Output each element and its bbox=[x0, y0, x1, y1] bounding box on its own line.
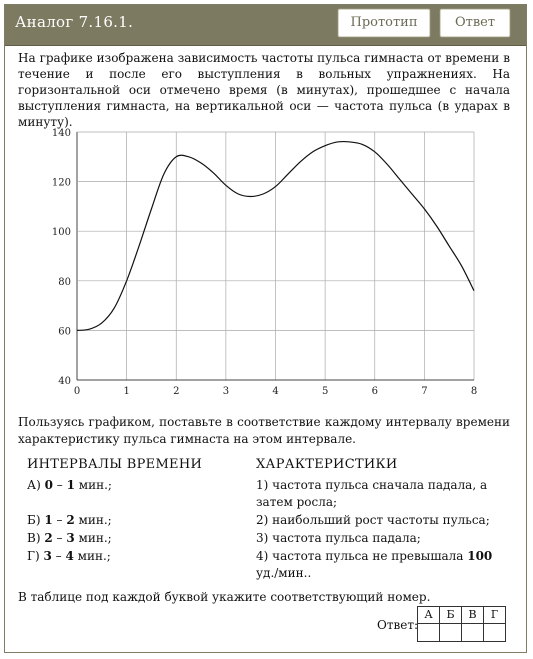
interval-d: Г) 3 – 4 мин.; bbox=[27, 549, 111, 563]
pulse-chart bbox=[50, 122, 480, 400]
chart-grid bbox=[77, 132, 474, 380]
answer-letter-c: В bbox=[462, 607, 484, 624]
x-tick-label: 1 bbox=[123, 386, 130, 397]
x-tick-label: 3 bbox=[222, 386, 230, 397]
answer-cell-d[interactable] bbox=[484, 624, 506, 642]
x-tick-label: 8 bbox=[470, 386, 478, 397]
answer-letter-b: Б bbox=[440, 607, 462, 624]
y-tick-label: 40 bbox=[58, 376, 71, 387]
characteristics-heading: ХАРАКТЕРИСТИКИ bbox=[256, 457, 398, 472]
x-tick-label: 0 bbox=[73, 386, 81, 397]
characteristic-4: 4) частота пульса не превышала 100 уд./мин.. bbox=[256, 549, 493, 580]
y-tick-label: 60 bbox=[58, 326, 71, 338]
y-tick-label: 140 bbox=[51, 128, 71, 139]
x-tick-label: 6 bbox=[371, 386, 378, 397]
answer-letter-d: Г bbox=[484, 607, 506, 624]
x-tick-label: 2 bbox=[173, 386, 180, 397]
x-tick-label: 4 bbox=[272, 386, 279, 397]
characteristic-3: 3) частота пульса падала; bbox=[256, 531, 421, 545]
answer-letter-a: А bbox=[418, 607, 440, 624]
task-header bbox=[5, 5, 526, 46]
interval-a: А) 0 – 1 мин.; bbox=[27, 478, 112, 492]
answer-cell-c[interactable] bbox=[462, 624, 484, 642]
intervals-heading: ИНТЕРВАЛЫ ВРЕМЕНИ bbox=[27, 457, 203, 472]
task-title: Аналог 7.16.1. bbox=[15, 13, 134, 31]
intro-text: На графике изображена зависимость частоты пульса гимнаста от времени в течение и после его выступления в вольных упражнениях. На горизонтальной оси отмечено время (в минутах), прошедшее с начала выступления гимнаста, на вертикальной оси — частота пульса (в ударах в минуту). bbox=[18, 51, 510, 129]
answer-button[interactable]: Ответ bbox=[439, 8, 511, 38]
answer-cell-b[interactable] bbox=[440, 624, 462, 642]
answer-label: Ответ: bbox=[377, 618, 419, 632]
y-tick-label: 80 bbox=[58, 276, 71, 288]
y-tick-label: 120 bbox=[51, 177, 71, 189]
interval-b: Б) 1 – 2 мин.; bbox=[27, 513, 112, 527]
x-tick-label: 5 bbox=[321, 386, 329, 397]
characteristic-2: 2) наибольший рост частоты пульса; bbox=[256, 513, 490, 527]
interval-c: В) 2 – 3 мин.; bbox=[27, 531, 112, 545]
chart-tick-labels bbox=[52, 128, 477, 397]
x-tick-label: 7 bbox=[421, 386, 428, 397]
task-text: Пользуясь графиком, поставьте в соответствие каждому интервалу времени характеристику пульса гимнаста на этом интервале. bbox=[18, 415, 510, 446]
characteristic-1: 1) частота пульса сначала падала, а затем росла; bbox=[256, 478, 488, 509]
y-tick-label: 100 bbox=[51, 227, 71, 239]
answer-table bbox=[417, 606, 506, 642]
answer-cell-a[interactable] bbox=[418, 624, 440, 642]
instruction-text: В таблице под каждой буквой укажите соответствующий номер. bbox=[18, 590, 431, 604]
prototype-button[interactable]: Прототип bbox=[337, 8, 431, 38]
